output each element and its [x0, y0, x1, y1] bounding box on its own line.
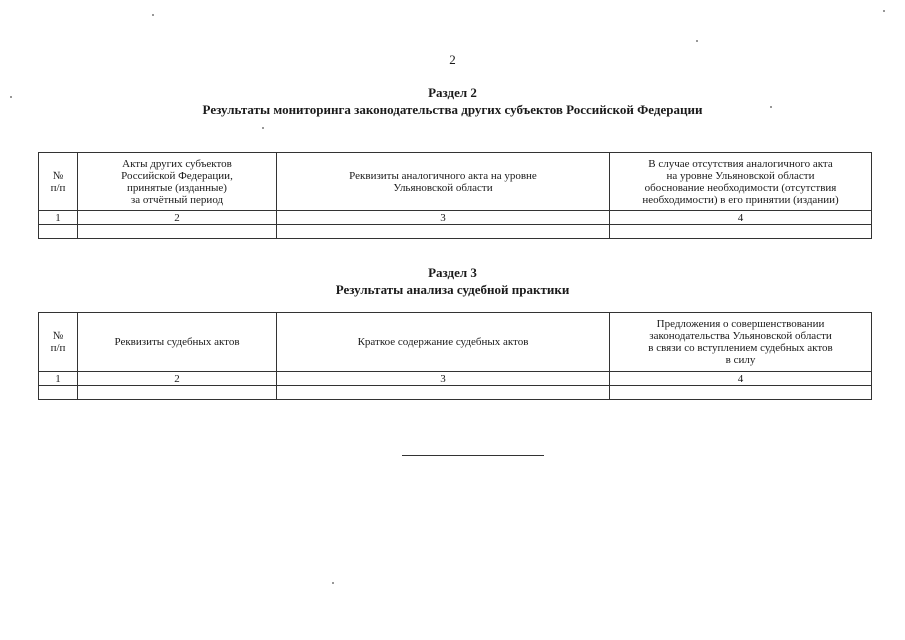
table-cell [277, 386, 610, 400]
section-2-label: Раздел 2 [428, 85, 477, 100]
section-3-table [38, 312, 872, 400]
page-number: 2 [449, 52, 456, 67]
scan-speck [10, 96, 12, 98]
header-cell-court-act-summary: Краткое содержание судебных актов [277, 313, 610, 372]
column-number: 2 [78, 372, 277, 386]
table-cell [277, 225, 610, 239]
column-number: 4 [610, 372, 872, 386]
section-3-heading [0, 264, 905, 298]
table-header-row [39, 313, 872, 372]
end-of-document-line [402, 455, 544, 456]
scan-speck [332, 582, 334, 584]
column-number-row [39, 372, 872, 386]
header-cell-number: № п/п [39, 153, 78, 211]
scan-speck [696, 40, 698, 42]
header-cell-number: № п/п [39, 313, 78, 372]
column-number: 2 [78, 211, 277, 225]
column-number: 1 [39, 211, 78, 225]
scan-speck [883, 10, 885, 12]
scan-speck [770, 106, 772, 108]
header-cell-court-act-details: Реквизиты судебных актов [78, 313, 277, 372]
scan-speck [262, 127, 264, 129]
column-number: 3 [277, 211, 610, 225]
table-row [39, 225, 872, 239]
section-3-label: Раздел 3 [428, 265, 477, 280]
column-number-row [39, 211, 872, 225]
table-cell [610, 225, 872, 239]
table-cell [78, 386, 277, 400]
table-cell [78, 225, 277, 239]
column-number: 1 [39, 372, 78, 386]
table-cell [610, 386, 872, 400]
column-number: 4 [610, 211, 872, 225]
section-2-title: Результаты мониторинга законодательства других субъектов Российской Федерации [202, 102, 703, 117]
header-cell-analog-act: Реквизиты аналогичного акта на уровне Ульяновской области [277, 153, 610, 211]
section-2-table [38, 152, 872, 239]
section-2-heading [0, 84, 905, 118]
header-cell-proposals: Предложения о совершенствовании законодательства Ульяновской области в связи со вступлением судебных актов в силу [610, 313, 872, 372]
header-cell-other-acts: Акты других субъектов Российской Федерации, принятые (изданные) за отчётный период [78, 153, 277, 211]
table-cell [39, 386, 78, 400]
column-number: 3 [277, 372, 610, 386]
header-cell-justification: В случае отсутствия аналогичного акта на уровне Ульяновской области обоснование необходимости (отсутствия необходимости) в его принятии (издании) [610, 153, 872, 211]
scan-speck [152, 14, 154, 16]
table-cell [39, 225, 78, 239]
section-3-title: Результаты анализа судебной практики [335, 282, 570, 297]
table-row [39, 386, 872, 400]
table-header-row [39, 153, 872, 211]
